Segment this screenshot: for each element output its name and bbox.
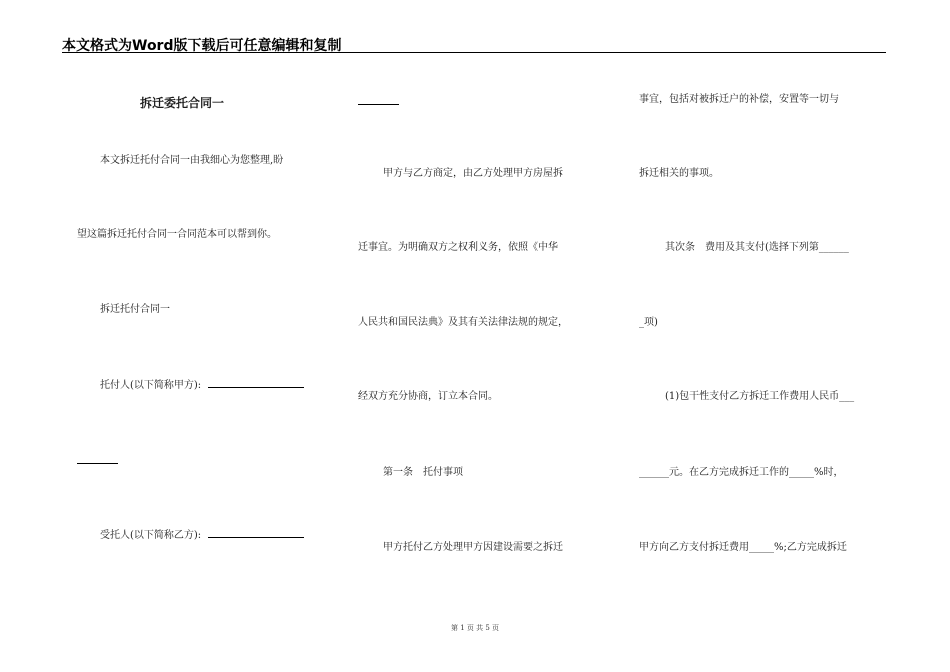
body-line-7: 拆迁相关的事项。 [639, 168, 719, 179]
agent-line [100, 528, 304, 542]
body-line-1: 甲方与乙方商定，由乙方处理甲方房屋拆 [383, 168, 563, 179]
principal-blank-continued [77, 463, 118, 464]
article-2-heading: 其次条 费用及其支付(选择下列第______ [665, 242, 849, 253]
document-banner: 本文格式为Word版下载后可任意编辑和复制 [62, 38, 342, 54]
body-line-9: ______元。在乙方完成拆迁工作的_____%时， [639, 467, 844, 478]
document-title: 拆迁委托合同一 [140, 96, 225, 110]
agent-blank [208, 528, 304, 538]
agent-label: 受托人(以下简称乙方): [100, 530, 202, 541]
principal-line [100, 378, 304, 392]
body-line-2: 迁事宜。为明确双方之权利义务，依照《中华 [358, 242, 558, 253]
contract-heading: 拆迁托付合同一 [100, 304, 170, 315]
body-line-3: 人民共和国民法典》及其有关法律法规的规定， [358, 317, 568, 328]
agent-blank-continued [358, 104, 399, 105]
intro-line-1: 本文拆迁托付合同一由我细心为您整理,盼 [100, 155, 284, 166]
principal-label: 托付人(以下简称甲方): [100, 380, 202, 391]
article-1-heading: 第一条 托付事项 [383, 467, 463, 478]
principal-blank [208, 378, 304, 388]
body-line-8: _项) [639, 317, 658, 328]
page-number: 第 1 页 共 5 页 [450, 624, 500, 632]
body-line-5: 甲方托付乙方处理甲方因建设需要之拆迁 [383, 542, 563, 553]
header-divider [62, 52, 886, 53]
body-line-10: 甲方向乙方支付拆迁费用_____%;乙方完成拆迁 [639, 542, 847, 553]
payment-item-1: (1)包干性支付乙方拆迁工作费用人民币___ [665, 391, 855, 402]
intro-line-2: 望这篇拆迁托付合同一合同范本可以帮到你。 [77, 229, 277, 240]
body-line-4: 经双方充分协商，订立本合同。 [358, 391, 498, 402]
body-line-6: 事宜，包括对被拆迁户的补偿，安置等一切与 [639, 94, 839, 105]
